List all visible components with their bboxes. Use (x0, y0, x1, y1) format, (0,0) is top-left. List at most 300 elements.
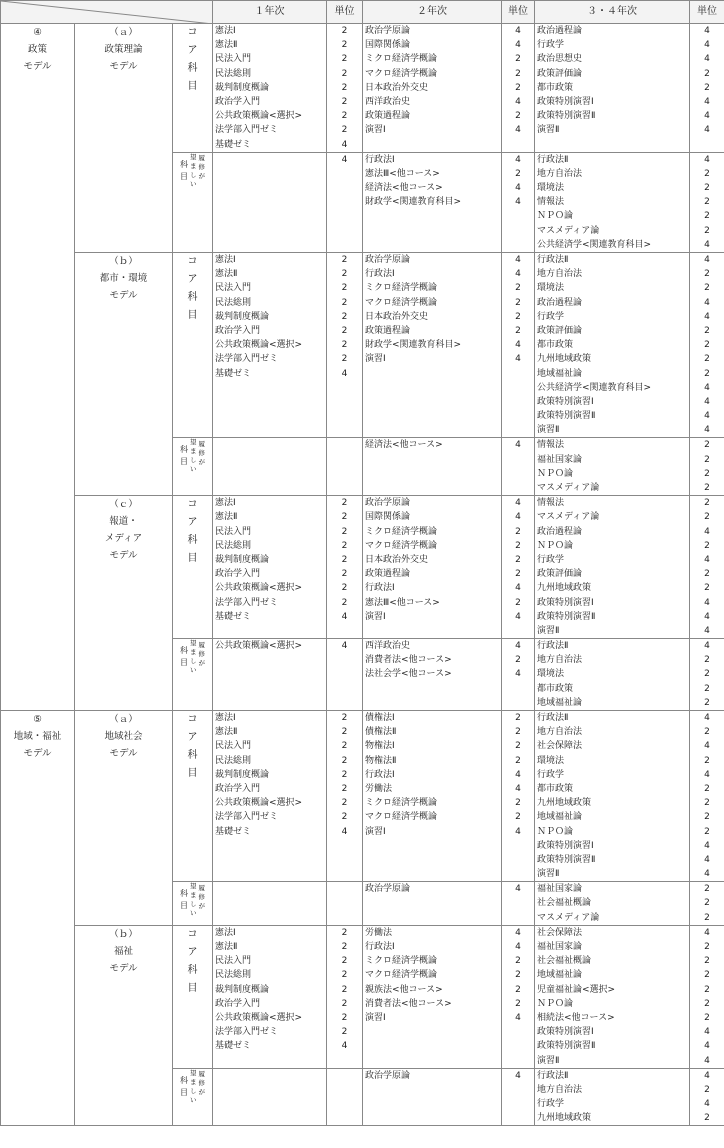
subject-name: 演習Ⅰ (365, 826, 386, 837)
subject-name: 演習Ⅱ (537, 625, 560, 636)
subject-unit: 2 (515, 283, 521, 294)
kind-pref-char: 履 (198, 1070, 205, 1079)
subject-name: ミクロ経済学概論 (365, 798, 438, 809)
pref-y2-subjects (363, 639, 502, 711)
subject-unit: 2 (515, 727, 521, 738)
subject-name: 演習Ⅱ (537, 425, 560, 436)
subject-unit: 4 (704, 625, 710, 636)
subject-name: 政治学原論 (365, 255, 411, 265)
kind-core-char: 目 (187, 553, 198, 565)
pref-y34-subjects (535, 882, 690, 926)
kind-pref-char: 望 (190, 639, 197, 648)
subject-name: 行政法Ⅱ (537, 255, 569, 265)
subject-unit: 4 (515, 769, 521, 780)
core-y2-subjects (363, 711, 502, 882)
subject-unit: 4 (341, 1041, 348, 1052)
core-y1-subjects (213, 24, 327, 153)
subject-name: ＮＰＯ論 (537, 211, 574, 222)
subject-unit: 2 (341, 942, 348, 952)
kind-pref-label (173, 438, 212, 474)
subject-unit: 4 (704, 840, 710, 851)
subject-unit: 4 (515, 183, 521, 194)
subject-unit: 2 (704, 540, 710, 551)
subject-name: 行政法Ⅰ (365, 269, 395, 280)
model-name-cell (75, 925, 173, 1126)
kind-pref-char: ま (190, 891, 197, 900)
subject-name: 演習Ⅱ (537, 125, 560, 136)
subject-unit: 4 (704, 611, 710, 622)
subject-unit: 2 (341, 984, 348, 995)
subject-name: 児童福祉論<選択> (537, 984, 616, 995)
subject-unit: 2 (704, 655, 710, 666)
subject-name: 基礎ゼミ (215, 826, 252, 837)
subject-name: 民法総則 (215, 970, 252, 981)
kind-pref-char: し (190, 900, 197, 909)
core-y2-units (502, 24, 535, 153)
subject-name: 公共政策概論<選択> (215, 798, 303, 809)
subject-name: 社会福祉概論 (537, 956, 592, 967)
kind-pref-char: ま (190, 1077, 197, 1086)
subject-name: 政策評価論 (537, 68, 583, 79)
kind-pref-char: が (198, 457, 205, 466)
subject-unit: 2 (515, 798, 521, 809)
subject-name: 憲法Ⅲ<他コース> (365, 597, 440, 608)
subject-name: 法学部入門ゼミ (215, 125, 279, 136)
subject-unit: 2 (704, 812, 710, 823)
subject-unit: 2 (704, 884, 710, 895)
subject-name: 行政法Ⅰ (365, 583, 395, 594)
core-y34-units (690, 711, 724, 882)
group-name-cell (1, 711, 75, 1126)
kind-pref-char: 望 (190, 1068, 197, 1077)
subject-unit: 2 (515, 297, 521, 308)
model-name-cell (75, 711, 173, 926)
pref-y1-units (327, 152, 363, 252)
kind-pref-char: 目 (180, 1087, 188, 1097)
subject-unit: 2 (341, 713, 348, 723)
subject-unit: 2 (704, 454, 710, 465)
subject-name: マスメディア論 (537, 912, 600, 923)
subject-unit: 2 (515, 569, 521, 580)
model-name-line: （ｂ） (109, 256, 138, 267)
subject-unit: 2 (515, 554, 521, 565)
subject-name: 地域福祉論 (537, 812, 583, 823)
subject-unit: 2 (515, 998, 521, 1009)
model-name-line: （ａ） (109, 714, 138, 725)
subject-name: 法学部入門ゼミ (215, 812, 279, 823)
subject-name: マスメディア論 (537, 225, 600, 236)
subject-unit: 2 (515, 540, 521, 551)
subject-name: 環境法 (537, 669, 565, 680)
subject-unit: 2 (341, 970, 348, 981)
kind-pref-label (173, 1069, 212, 1105)
subject-name: 日本政治外交史 (365, 82, 429, 93)
subject-name: マクロ経済学概論 (365, 297, 438, 308)
subject-unit: 4 (704, 425, 710, 436)
subject-unit: 2 (704, 984, 710, 995)
kind-core-char: 科 (187, 964, 198, 976)
kind-pref-char: が (198, 1088, 205, 1097)
kind-pref-col (199, 641, 206, 668)
kind-pref-char: 履 (198, 439, 205, 448)
subject-unit: 4 (515, 783, 521, 794)
kind-pref-char: い (190, 1095, 197, 1104)
subject-unit: 2 (341, 111, 348, 122)
subject-name: 環境法 (537, 755, 565, 766)
subject-name: 政策特別演習Ⅰ (537, 396, 594, 407)
core-y1-units (327, 711, 363, 882)
subject-unit: 2 (515, 741, 521, 752)
subject-name: 政策特別演習Ⅰ (537, 840, 594, 851)
pref-y1-subjects (213, 152, 327, 252)
kind-pref-col (190, 438, 197, 474)
subject-name: 裁判制度概論 (215, 769, 270, 780)
kind-pref-label (173, 153, 212, 189)
subject-unit: 2 (341, 597, 348, 608)
kind-pref-char: し (190, 456, 197, 465)
subject-unit: 2 (704, 1012, 710, 1023)
subject-name: 政治思想史 (537, 54, 583, 65)
subject-unit: 4 (515, 255, 521, 265)
subject-unit: 4 (704, 1099, 710, 1110)
subject-name: 基礎ゼミ (215, 1041, 252, 1052)
kind-core-char: 目 (187, 81, 198, 92)
subject-name: 憲法Ⅰ (215, 26, 236, 36)
subject-unit: 2 (341, 40, 348, 51)
kind-core-char: ア (187, 45, 198, 56)
kind-core-cell (173, 24, 213, 153)
subject-unit: 2 (341, 1027, 348, 1038)
subject-name: 行政学 (537, 769, 565, 780)
subject-name: ミクロ経済学概論 (365, 283, 438, 294)
kind-pref-char: 科 (180, 1075, 188, 1085)
subject-name: 日本政治外交史 (365, 311, 429, 322)
subject-name: 都市政策 (537, 783, 574, 794)
subject-unit: 4 (515, 611, 521, 622)
subject-unit: 4 (704, 1055, 710, 1066)
corner-cell (1, 1, 213, 24)
subject-name: 社会保障法 (537, 927, 583, 938)
pref-y2-units (502, 639, 535, 711)
kind-core-char: コ (187, 256, 198, 267)
kind-pref-label (173, 639, 212, 675)
subject-unit: 2 (515, 984, 521, 995)
subject-name: 行政学 (537, 40, 565, 51)
subject-name: 債権法Ⅱ (365, 727, 397, 738)
kind-pref-char: 履 (198, 154, 205, 163)
pref-y2-subjects (363, 1068, 502, 1126)
subject-name: ＮＰＯ論 (537, 826, 574, 837)
subject-name: 憲法Ⅱ (215, 512, 238, 523)
subject-name: 福祉国家論 (537, 884, 583, 895)
subject-unit: 2 (341, 54, 348, 65)
table-row (1, 24, 724, 153)
subject-name: 民法総則 (215, 68, 252, 79)
subject-unit: 2 (704, 826, 710, 837)
subject-name: 九州地域政策 (537, 1113, 592, 1124)
subject-name: 地方自治法 (537, 1084, 583, 1095)
kind-core-char: ア (187, 946, 198, 958)
subject-unit: 2 (704, 898, 710, 909)
corner-diagonal (1, 1, 213, 24)
header-year2: ２年次 (363, 1, 502, 24)
kind-pref-col (190, 1069, 197, 1105)
subject-name: 民法入門 (215, 526, 252, 537)
table-row (1, 925, 724, 1068)
kind-pref-char: ま (190, 161, 197, 170)
subject-unit: 2 (341, 125, 348, 136)
subject-unit: 2 (341, 82, 348, 93)
subject-unit: 2 (341, 526, 348, 537)
subject-name: 民法総則 (215, 297, 252, 308)
core-y2-subjects (363, 496, 502, 639)
subject-name: 政治過程論 (537, 526, 583, 537)
subject-name: 法学部入門ゼミ (215, 597, 279, 608)
kind-pref-char: 履 (198, 640, 205, 649)
subject-unit: 2 (704, 669, 710, 680)
kind-pref-char: が (198, 172, 205, 181)
kind-pref-col (180, 1075, 188, 1099)
subject-name: 経済法<他コース> (365, 183, 443, 194)
subject-name: 福祉国家論 (537, 454, 583, 465)
subject-name: 社会福祉概論 (537, 898, 592, 909)
kind-pref-col (199, 884, 206, 911)
subject-unit: 2 (341, 798, 348, 809)
header-year1: １年次 (213, 1, 327, 24)
kind-pref-char: ま (190, 648, 197, 657)
subject-unit: 2 (341, 498, 348, 509)
pref-y2-units (502, 882, 535, 926)
subject-unit: 4 (515, 512, 521, 523)
group-name-line: モデル (23, 748, 52, 759)
subject-unit: 2 (704, 569, 710, 580)
subject-unit: 4 (515, 927, 521, 938)
subject-name: 行政法Ⅱ (537, 713, 569, 723)
kind-pref-char: 修 (198, 448, 205, 457)
subject-unit: 2 (704, 283, 710, 294)
subject-name: 公共政策概論<選択> (215, 583, 303, 594)
subject-name: 政策評価論 (537, 569, 583, 580)
group-name-line: 政策 (27, 44, 47, 55)
subject-unit: 2 (704, 970, 710, 981)
core-y34-units (690, 253, 724, 438)
subject-unit: 2 (341, 741, 348, 752)
subject-name: 行政法Ⅱ (537, 1070, 569, 1081)
subject-name: 政策特別演習Ⅱ (537, 411, 596, 422)
subject-unit: 4 (704, 927, 710, 938)
subject-name: 政治学入門 (215, 998, 261, 1009)
kind-pref-char: 望 (190, 152, 197, 161)
subject-unit: 2 (341, 325, 348, 336)
model-name-line: モデル (109, 290, 138, 301)
subject-name: 演習Ⅱ (537, 1055, 560, 1066)
subject-unit: 2 (515, 597, 521, 608)
subject-name: 九州地域政策 (537, 583, 592, 594)
subject-name: 地域福祉論 (537, 368, 583, 379)
subject-unit: 4 (515, 669, 521, 680)
subject-name: 政策評価論 (537, 325, 583, 336)
pref-y1-units (327, 438, 363, 496)
subject-name: 地方自治法 (537, 168, 583, 179)
subject-unit: 4 (704, 239, 710, 250)
subject-unit: 2 (704, 512, 710, 523)
kind-pref-char: し (190, 657, 197, 666)
model-name-line: 報道・ (109, 516, 138, 528)
subject-unit: 2 (704, 368, 710, 379)
kind-core-cell (173, 496, 213, 639)
subject-unit: 4 (341, 611, 348, 622)
subject-name: 行政学 (537, 311, 565, 322)
kind-core-char: コ (187, 27, 198, 38)
subject-unit: 2 (341, 998, 348, 1009)
subject-unit: 2 (341, 512, 348, 523)
subject-unit: 4 (515, 1012, 521, 1023)
core-y1-units (327, 253, 363, 438)
subject-unit: 2 (341, 340, 348, 351)
subject-unit: 2 (341, 283, 348, 294)
subject-name: 政策特別演習Ⅱ (537, 111, 596, 122)
kind-core-char: ア (187, 274, 198, 285)
subject-name: 国際関係論 (365, 40, 411, 51)
subject-unit: 2 (704, 683, 710, 694)
subject-unit: 2 (704, 325, 710, 336)
kind-pref-col (199, 440, 206, 467)
kind-pref-char: 目 (180, 658, 188, 668)
model-name-line: モデル (109, 748, 138, 759)
subject-unit: 2 (704, 82, 710, 93)
subject-unit: 4 (515, 641, 521, 652)
subject-name: 民法総則 (215, 755, 252, 766)
subject-name: 西洋政治史 (365, 96, 411, 107)
subject-name: 憲法Ⅰ (215, 713, 236, 723)
subject-unit: 2 (704, 583, 710, 594)
subject-unit: 4 (704, 1070, 710, 1081)
subject-unit: 4 (704, 1027, 710, 1038)
subject-name: 福祉国家論 (537, 942, 583, 952)
kind-pref-char: い (190, 465, 197, 474)
subject-name: 裁判制度概論 (215, 311, 270, 322)
subject-unit: 4 (704, 769, 710, 780)
kind-pref-col (190, 639, 197, 675)
subject-name: 基礎ゼミ (215, 139, 252, 150)
subject-name: 政治学入門 (215, 325, 261, 336)
core-y34-subjects (535, 24, 690, 153)
pref-y2-subjects (363, 882, 502, 926)
subject-unit: 2 (704, 211, 710, 222)
kind-pref-cell (173, 438, 213, 496)
subject-name: 政策過程論 (365, 111, 411, 122)
core-y1-units (327, 925, 363, 1068)
subject-unit: 4 (515, 197, 521, 208)
subject-name: 法学部入門ゼミ (215, 1027, 279, 1038)
subject-name: 政策特別演習Ⅰ (537, 96, 594, 107)
subject-unit: 2 (341, 569, 348, 580)
subject-unit: 4 (704, 297, 710, 308)
subject-unit: 2 (515, 325, 521, 336)
core-y2-units (502, 711, 535, 882)
subject-unit: 2 (515, 956, 521, 967)
subject-unit: 2 (704, 942, 710, 952)
subject-unit: 2 (704, 912, 710, 923)
kind-pref-char: 望 (190, 882, 197, 891)
subject-name: 憲法Ⅰ (215, 255, 236, 265)
subject-unit: 4 (704, 96, 710, 107)
kind-pref-char: が (198, 901, 205, 910)
kind-pref-col (190, 153, 197, 189)
subject-name: 環境法 (537, 183, 565, 194)
header-unit-34: 単位 (690, 1, 724, 24)
subject-name: 政治学入門 (215, 783, 261, 794)
subject-name: 九州地域政策 (537, 354, 592, 365)
kind-pref-char: 修 (198, 1079, 205, 1088)
subject-name: 行政法Ⅰ (365, 769, 395, 780)
subject-name: 裁判制度概論 (215, 984, 270, 995)
subject-unit: 2 (704, 168, 710, 179)
core-y2-subjects (363, 24, 502, 153)
kind-core-cell (173, 711, 213, 882)
pref-y1-subjects (213, 882, 327, 926)
subject-unit: 2 (704, 1113, 710, 1124)
subject-unit: 2 (704, 269, 710, 280)
subject-unit: 2 (341, 297, 348, 308)
subject-name: 基礎ゼミ (215, 368, 252, 379)
subject-unit: 2 (704, 340, 710, 351)
pref-y2-units (502, 152, 535, 252)
subject-name: 行政法Ⅰ (365, 154, 395, 165)
core-y34-subjects (535, 925, 690, 1068)
subject-unit: 4 (704, 26, 710, 36)
kind-core-cell (173, 925, 213, 1068)
kind-pref-char: い (190, 666, 197, 675)
subject-unit: 2 (341, 583, 348, 594)
subject-name: 政治学原論 (365, 1070, 411, 1081)
subject-unit: 4 (515, 340, 521, 351)
kind-pref-char: し (190, 1086, 197, 1095)
subject-name: マクロ経済学概論 (365, 970, 438, 981)
subject-unit: 2 (341, 812, 348, 823)
subject-name: 演習Ⅱ (537, 869, 560, 880)
table-body (1, 24, 724, 1126)
core-y2-subjects (363, 925, 502, 1068)
pref-y2-subjects (363, 438, 502, 496)
core-y1-subjects (213, 253, 327, 438)
subject-name: 政治学入門 (215, 569, 261, 580)
subject-unit: 4 (704, 40, 710, 51)
subject-name: 情報法 (537, 197, 565, 208)
subject-unit: 4 (515, 354, 521, 365)
subject-name: 政治学原論 (365, 884, 411, 895)
model-name-line: （ｃ） (109, 499, 138, 511)
group-name-line: モデル (23, 61, 52, 72)
subject-name: 憲法Ⅱ (215, 269, 238, 280)
kind-pref-char: 科 (180, 889, 188, 899)
subject-name: 憲法Ⅱ (215, 942, 238, 952)
core-y2-units (502, 496, 535, 639)
subject-name: 法社会学<他コース> (365, 669, 452, 680)
kind-pref-col (180, 444, 188, 468)
subject-unit: 4 (704, 741, 710, 752)
subject-name: 法学部入門ゼミ (215, 354, 279, 365)
pref-y34-subjects (535, 1068, 690, 1126)
subject-name: 裁判制度概論 (215, 554, 270, 565)
subject-unit: 2 (704, 468, 710, 479)
subject-name: 憲法Ⅰ (215, 498, 236, 509)
subject-name: 地方自治法 (537, 655, 583, 666)
header-unit-2: 単位 (502, 1, 535, 24)
subject-name: 地方自治法 (537, 269, 583, 280)
kind-core-char: 科 (187, 63, 198, 74)
pref-y1-subjects (213, 1068, 327, 1126)
